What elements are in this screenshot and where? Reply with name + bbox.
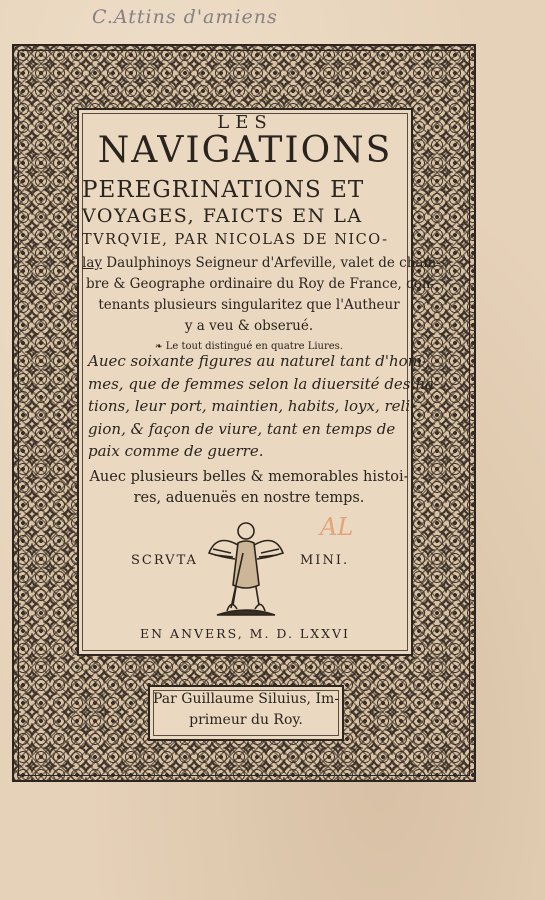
title-geographe: bre & Geographe ordinaire du Roy de France, con- <box>86 276 436 292</box>
title-voyages: VOYAGES, FAICTS EN LA <box>82 205 363 227</box>
title-avu: y a veu & obserué. <box>184 318 314 334</box>
handwritten-inscription: C.Attins d'amiens <box>92 6 278 28</box>
title-daulphinoys <box>82 255 441 271</box>
underlined-word: lay <box>82 255 102 271</box>
title-turquie: TVRQVIE, PAR NICOLAS DE NICO- <box>82 232 389 248</box>
histoires-line-1: Auec plusieurs belles & memorables histoi- <box>89 469 409 485</box>
fleuron-icon: ❧ <box>155 342 163 352</box>
italic-line-4: gion, & façon de viure, tant en temps de <box>88 420 396 438</box>
imprint-place-date: EN ANVERS, M. D. LXXVI <box>140 626 350 641</box>
angel-woodcut-icon <box>203 513 289 621</box>
italic-line-3: tions, leur port, maintien, habits, loyx, reli- <box>88 397 416 415</box>
italic-line-2: mes, que de femmes selon la diuersité des na- <box>88 375 439 393</box>
four-books-text: Le tout distingué en quatre Liures. <box>162 341 343 352</box>
printer-line-1: Par Guillaume Siluius, Im- <box>153 691 339 707</box>
ownership-stamp: AL <box>320 513 354 541</box>
daulphinoys-text: Daulphinoys Seigneur d'Arfeville, valet de cham- <box>102 255 441 271</box>
histoires-line-2: res, aduenuës en nostre temps. <box>133 490 365 506</box>
motto-right: MINI. <box>300 553 350 568</box>
title-navigations: NAVIGATIONS <box>97 130 393 171</box>
title-peregrinations: PEREGRINATIONS ET <box>82 177 365 203</box>
motto-left: SCRVTA <box>131 553 198 568</box>
italic-line-1: Auec soixante figures au naturel tant d'hom- <box>88 352 427 370</box>
printer-line-2: primeur du Roy. <box>189 712 303 728</box>
title-les: LES <box>217 112 273 133</box>
italic-line-5: paix comme de guerre. <box>88 442 264 460</box>
title-tenants: tenants plusieurs singularitez que l'Autheur <box>98 297 400 313</box>
title-four-books <box>86 341 412 352</box>
